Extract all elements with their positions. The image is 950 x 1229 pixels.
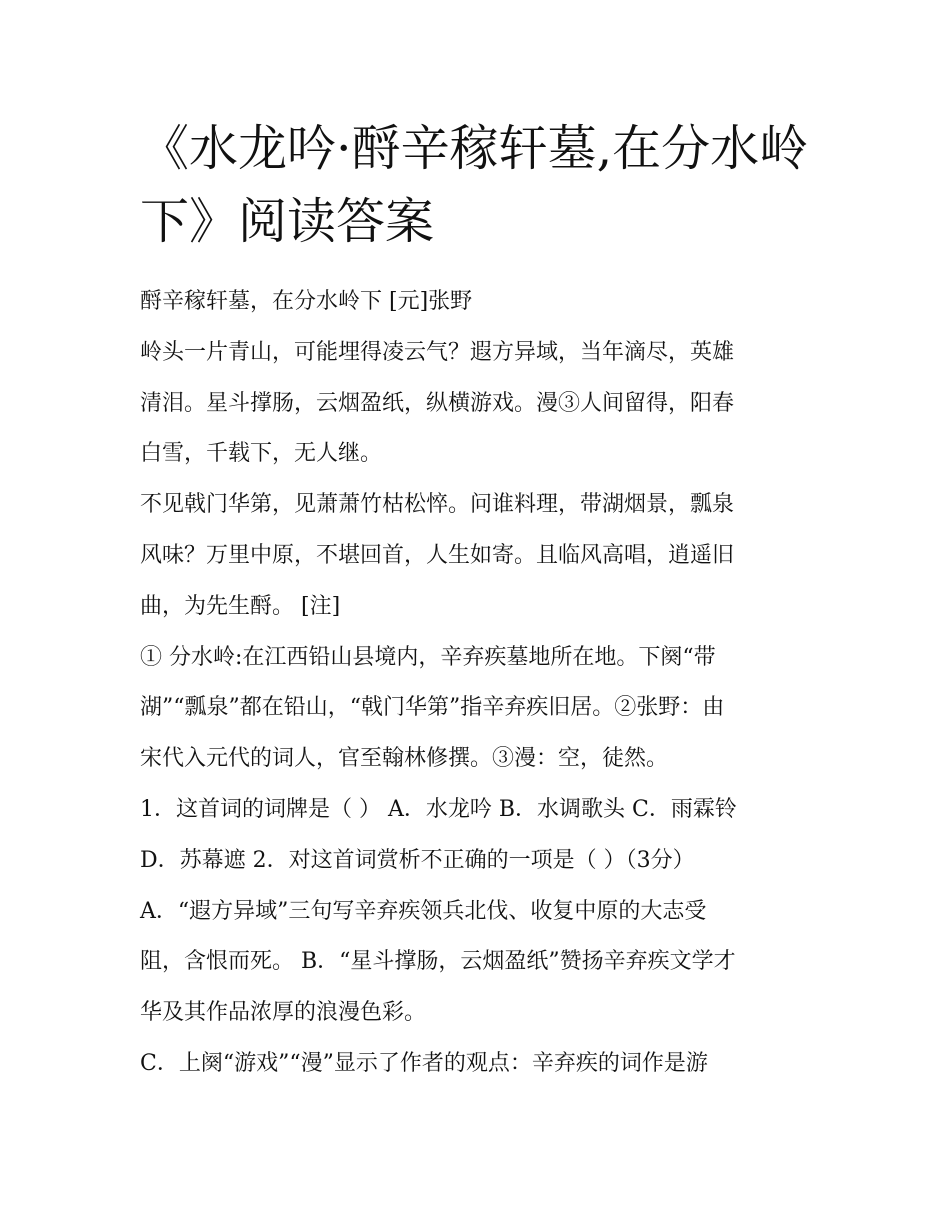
question-line: A．“遐方异域”三句写辛弃疾领兵北伐、收复中原的大志受 [140, 898, 707, 924]
note-line: 湖”“瓢泉”都在铅山，“戟门华第”指辛弃疾旧居。②张野：由 [140, 695, 725, 721]
title-line-2: 下》阅读答案 [140, 193, 435, 250]
title-line-1: 《水龙吟·酹辛稼轩墓,在分水岭 [140, 120, 809, 177]
question-line: 华及其作品浓厚的浪漫色彩。 [140, 1000, 427, 1026]
poem-line: 白雪，千载下，无人继。 [140, 441, 383, 467]
poem-line: 岭头一片青山，可能埋得凌云气？遐方异域，当年滴尽，英雄 [140, 339, 735, 365]
note-line: 宋代入元代的词人，官至翰林修撰。③漫：空，徒然。 [140, 746, 669, 772]
poem-line: 曲，为先生酹。 [注] [140, 593, 341, 619]
question-line: 阻，含恨而死。 B．“星斗撑肠，云烟盈纸”赞扬辛弃疾文学才 [140, 949, 736, 975]
question-line: C．上阕“游戏”“漫”显示了作者的观点：辛弃疾的词作是游 [140, 1050, 708, 1076]
poem-line: 不见戟门华第，见萧萧竹枯松悴。问谁料理，带湖烟景，瓢泉 [140, 492, 735, 518]
subtitle-line: 酹辛稼轩墓，在分水岭下 [元]张野 [140, 289, 473, 314]
question-line: D．苏幕遮 2．对这首词赏析不正确的一项是（ ）（3分） [140, 847, 695, 873]
page-title [140, 112, 830, 258]
poem-line: 风味？万里中原，不堪回首，人生如寄。且临风高唱，逍遥旧 [140, 542, 735, 568]
question-line: 1．这首词的词牌是（ ） A．水龙吟 B．水调歌头 C．雨霖铃 [140, 796, 737, 822]
poem-line: 清泪。星斗撑肠，云烟盈纸，纵横游戏。漫③人间留得，阳春 [140, 390, 735, 416]
document-body [140, 277, 830, 1090]
note-line: ① 分水岭:在江西铅山县境内，辛弃疾墓地所在地。下阕“带 [140, 644, 716, 670]
